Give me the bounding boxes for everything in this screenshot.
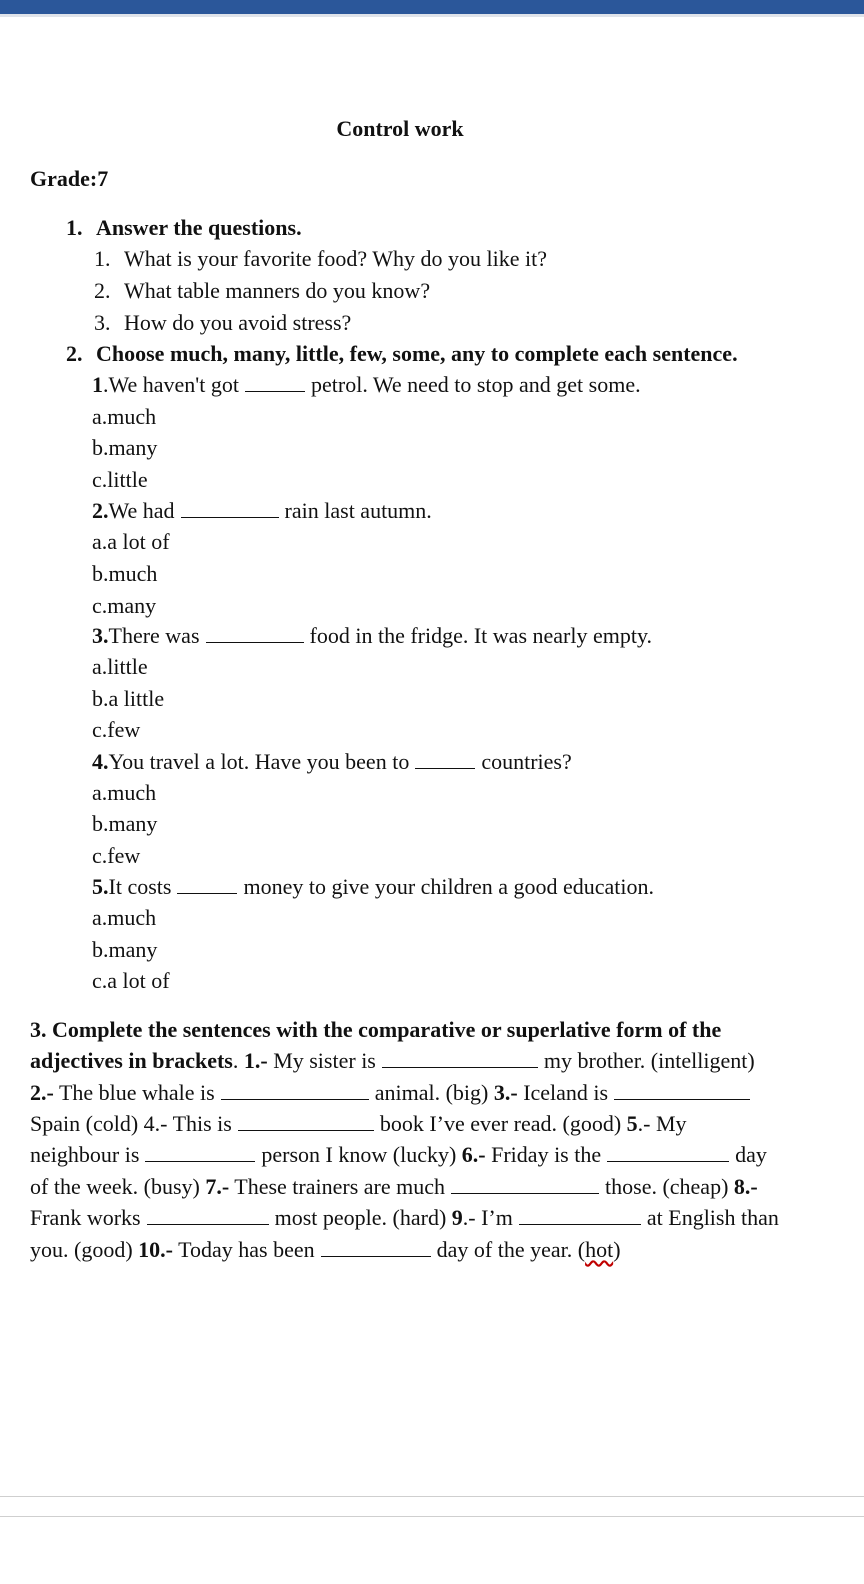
answer-blank[interactable] xyxy=(147,1206,269,1225)
answer-blank[interactable] xyxy=(145,1143,255,1162)
text: .- I’m xyxy=(462,1205,513,1230)
text: Friday is the xyxy=(491,1142,602,1167)
text: Frank works xyxy=(30,1205,141,1230)
text: day xyxy=(735,1142,767,1167)
spellcheck-word: hot xyxy=(585,1237,614,1262)
sentence-number: 5 xyxy=(626,1111,638,1136)
task1-heading-text: Answer the questions. xyxy=(96,215,302,240)
text: those. (cheap) xyxy=(605,1174,729,1199)
question-text: What table manners do you know? xyxy=(124,278,431,303)
text: neighbour is xyxy=(30,1142,140,1167)
answer-blank[interactable] xyxy=(519,1206,641,1225)
task3-line-5 xyxy=(30,1141,767,1169)
text: Iceland is xyxy=(523,1080,609,1105)
answer-blank[interactable] xyxy=(451,1175,599,1194)
item-text-after: rain last autumn. xyxy=(284,498,432,523)
answer-blank[interactable] xyxy=(321,1238,431,1257)
grade-label: Grade:7 xyxy=(30,166,109,191)
question-number: 1. xyxy=(94,246,111,271)
task3-heading-cont: adjectives in brackets xyxy=(30,1048,233,1073)
task2-item-3 xyxy=(92,622,652,650)
text: Spain (cold) 4.- This is xyxy=(30,1111,232,1136)
text: person I know (lucky) xyxy=(261,1142,457,1167)
task2-heading-text: Choose much, many, little, few, some, any to complete each sentence. xyxy=(96,341,738,366)
option: c.few xyxy=(92,717,141,742)
item-text-after: food in the fridge. It was nearly empty. xyxy=(309,623,653,648)
option: a.little xyxy=(92,654,148,679)
task3-line-6 xyxy=(30,1173,758,1201)
answer-blank[interactable] xyxy=(415,750,475,769)
answer-blank[interactable] xyxy=(607,1143,729,1162)
answer-blank[interactable] xyxy=(382,1049,538,1068)
text: at English than xyxy=(646,1205,779,1230)
option: b.a little xyxy=(92,686,165,711)
item-text-after: petrol. We need to stop and get some. xyxy=(311,372,641,397)
sentence-number: 6.- xyxy=(461,1142,486,1167)
sentence-number: 2.- xyxy=(30,1080,54,1105)
option: c.few xyxy=(92,843,141,868)
task2-item-2 xyxy=(92,497,432,525)
option: c.a lot of xyxy=(92,968,170,993)
item-text-before: There was xyxy=(108,623,200,648)
page-title: Control work xyxy=(336,116,464,141)
item-text-before: It costs xyxy=(108,874,172,899)
answer-blank[interactable] xyxy=(181,499,279,518)
task2-item-4 xyxy=(92,748,572,776)
item-text-before: We had xyxy=(108,498,175,523)
text: animal. (big) xyxy=(374,1080,489,1105)
option: b.many xyxy=(92,937,158,962)
item-number: 3. xyxy=(92,623,109,648)
sentence-number: 8.- xyxy=(733,1174,758,1199)
task3-line-7 xyxy=(30,1204,779,1232)
item-text-before: .We haven't got xyxy=(103,372,239,397)
text: ) xyxy=(613,1237,621,1262)
option: a.a lot of xyxy=(92,529,170,554)
task3-heading: 3. Complete the sentences with the comparative or superlative form of the xyxy=(30,1017,722,1042)
task1-question-3 xyxy=(94,309,351,337)
text: you. (good) xyxy=(30,1237,133,1262)
answer-blank[interactable] xyxy=(614,1081,750,1100)
page-bottom-divider-2 xyxy=(0,1516,864,1517)
item-text-before: You travel a lot. Have you been to xyxy=(108,749,410,774)
question-text: How do you avoid stress? xyxy=(124,310,352,335)
task3-line-3 xyxy=(30,1079,756,1107)
task1-question-2 xyxy=(94,277,430,305)
text: My sister is xyxy=(273,1048,376,1073)
task3-line-2 xyxy=(30,1047,755,1075)
text: . xyxy=(232,1048,239,1073)
sentence-number: 1.- xyxy=(243,1048,268,1073)
task3-line-4 xyxy=(30,1110,687,1138)
text: day of the year. ( xyxy=(436,1237,586,1262)
sentence-number: 9 xyxy=(451,1205,463,1230)
top-bar-shadow xyxy=(0,14,864,17)
item-number: 2. xyxy=(92,498,109,523)
sentence-number: 3.- xyxy=(493,1080,518,1105)
text: most people. (hard) xyxy=(274,1205,447,1230)
window-top-bar xyxy=(0,0,864,14)
sentence-number: 10.- xyxy=(138,1237,173,1262)
sentence-number: 7.- xyxy=(205,1174,230,1199)
option: a.much xyxy=(92,780,157,805)
task2-item-1 xyxy=(92,371,641,399)
text: Today has been xyxy=(178,1237,315,1262)
text: The blue whale is xyxy=(58,1080,215,1105)
answer-blank[interactable] xyxy=(221,1081,369,1100)
answer-blank[interactable] xyxy=(177,875,237,894)
item-number: 4. xyxy=(92,749,109,774)
task2-number: 2. xyxy=(66,341,83,366)
text: .- My xyxy=(637,1111,687,1136)
item-number: 5. xyxy=(92,874,109,899)
option: b.many xyxy=(92,435,158,460)
option: b.many xyxy=(92,811,158,836)
task2-item-5 xyxy=(92,873,654,901)
item-text-after: countries? xyxy=(481,749,572,774)
task1-number: 1. xyxy=(66,215,83,240)
text: of the week. (busy) xyxy=(30,1174,200,1199)
option: c.little xyxy=(92,467,148,492)
task3-line-8 xyxy=(30,1236,621,1264)
question-text: What is your favorite food? Why do you like it? xyxy=(124,246,547,271)
option: c.many xyxy=(92,593,157,618)
answer-blank[interactable] xyxy=(206,624,304,643)
question-number: 3. xyxy=(94,310,111,335)
task2-heading xyxy=(66,340,738,368)
item-text-after: money to give your children a good education. xyxy=(243,874,655,899)
task1-heading xyxy=(66,214,302,242)
item-number: 1 xyxy=(92,372,103,397)
option: a.much xyxy=(92,905,157,930)
text: These trainers are much xyxy=(234,1174,446,1199)
option: a.much xyxy=(92,404,157,429)
page-bottom-divider xyxy=(0,1496,864,1497)
question-number: 2. xyxy=(94,278,111,303)
text: my brother. (intelligent) xyxy=(543,1048,755,1073)
answer-blank[interactable] xyxy=(238,1112,374,1131)
option: b.much xyxy=(92,561,158,586)
answer-blank[interactable] xyxy=(245,373,305,392)
task1-question-1 xyxy=(94,245,547,273)
text: book I’ve ever read. (good) xyxy=(379,1111,622,1136)
